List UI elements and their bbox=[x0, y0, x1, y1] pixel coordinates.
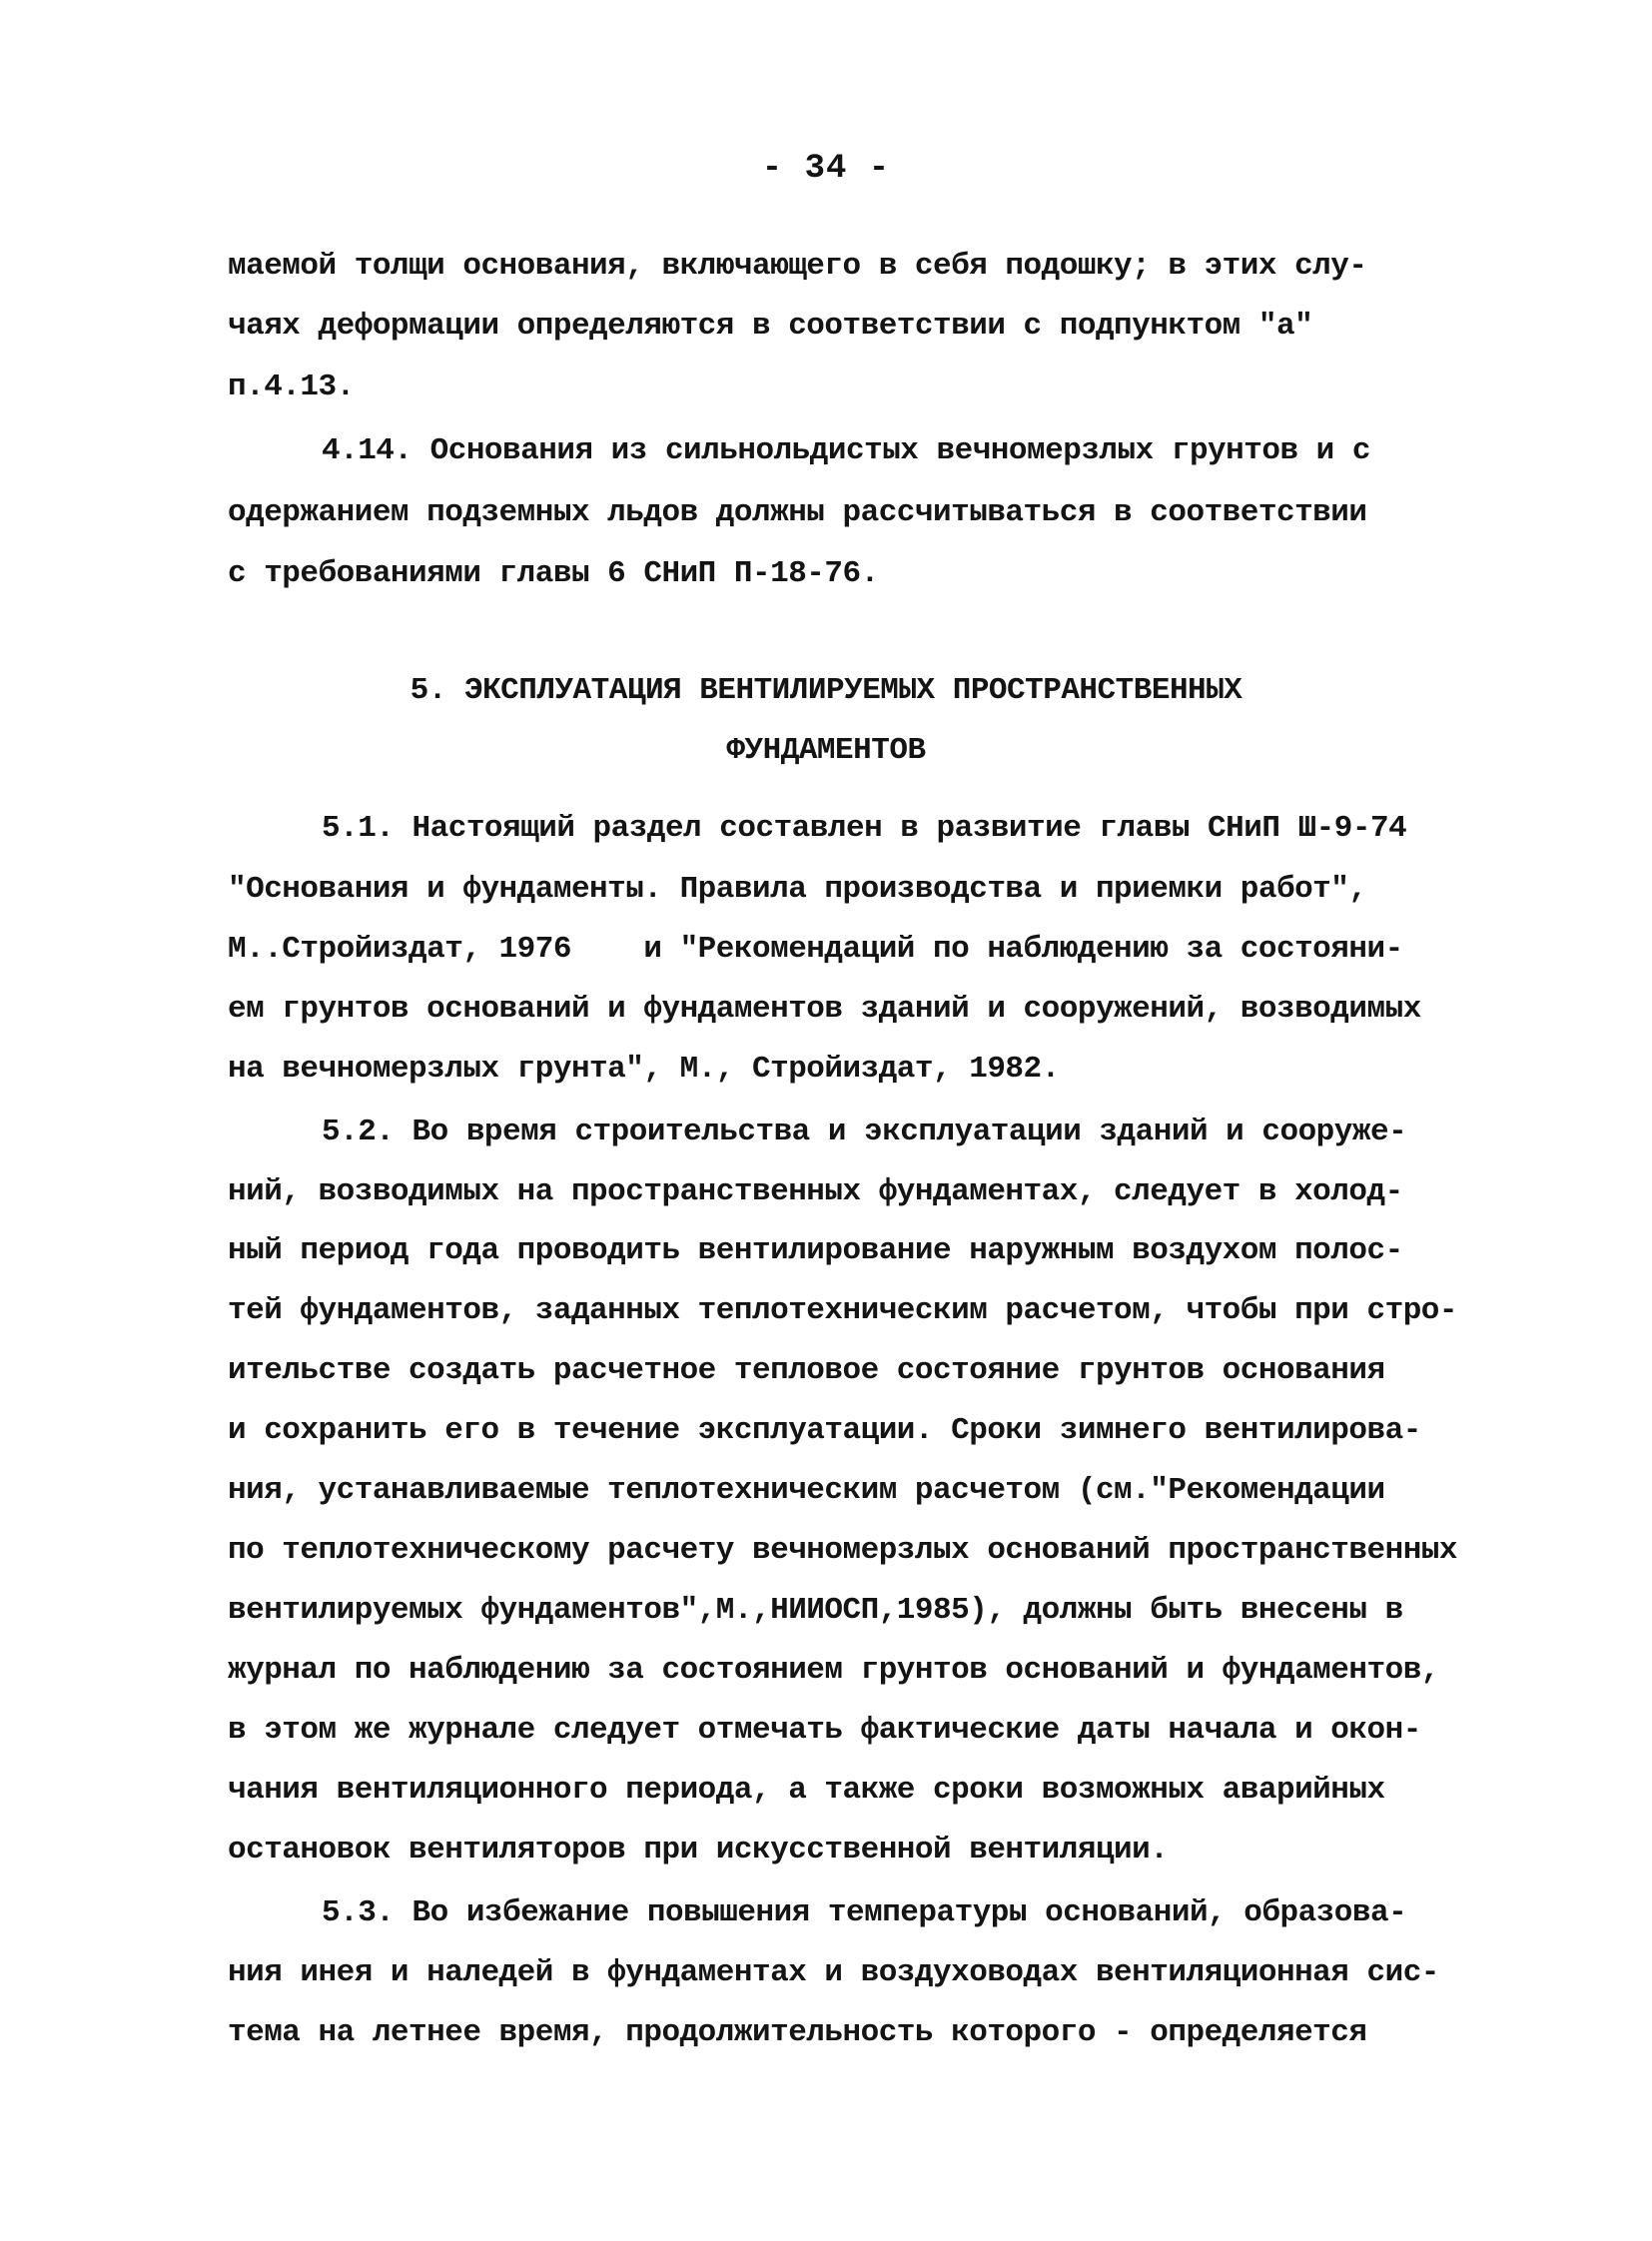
paragraph-5-2-line: остановок вентиляторов при искусственной вентиляции. bbox=[228, 1833, 1169, 1868]
paragraph-5-1-line: на вечномерзлых грунта", М., Стройиздат, 1982. bbox=[228, 1052, 1060, 1087]
paragraph-5-2-line: в этом же журнале следует отмечать фактические даты начала и окон- bbox=[228, 1713, 1421, 1748]
paragraph-4-14-line: с требованиями главы 6 СНиП П-18-76. bbox=[228, 556, 879, 591]
paragraph-5-2-line: по теплотехническому расчету вечномерзлых оснований пространственных bbox=[228, 1533, 1458, 1568]
paragraph-5-3-line: ния инея и наледей в фундаментах и воздуховодах вентиляционная сис- bbox=[228, 1955, 1439, 1990]
paragraph-5-2-line: 5.2. Во время строительства и эксплуатации зданий и сооруже- bbox=[322, 1115, 1407, 1149]
paragraph-5-2-line: журнал по наблюдению за состоянием грунтов оснований и фундаментов, bbox=[228, 1653, 1439, 1688]
text-line: п.4.13. bbox=[228, 370, 355, 404]
page-number: - 34 - bbox=[761, 150, 891, 188]
paragraph-5-3-line: 5.3. Во избежание повышения температуры оснований, образова- bbox=[322, 1895, 1407, 1930]
paragraph-5-2-line: ний, возводимых на пространственных фундаментах, следует в холод- bbox=[228, 1174, 1403, 1209]
section-heading: ФУНДАМЕНТОВ bbox=[726, 733, 926, 768]
paragraph-5-1-line: 5.1. Настоящий раздел составлен в развитие главы СНиП Ш-9-74 bbox=[322, 811, 1407, 846]
paragraph-5-2-line: вентилируемых фундаментов",М.,НИИОСП,1985), должны быть внесены в bbox=[228, 1593, 1403, 1628]
paragraph-5-1-line: "Основания и фундаменты. Правила производства и приемки работ", bbox=[228, 872, 1367, 907]
paragraph-5-2-line: и сохранить его в течение эксплуатации. Сроки зимнего вентилирова- bbox=[228, 1413, 1421, 1448]
paragraph-5-1-line: ем грунтов оснований и фундаментов зданий и сооружений, возводимых bbox=[228, 992, 1421, 1027]
paragraph-5-1-line: М..Стройиздат, 1976 и "Рекомендаций по наблюдению за состояни- bbox=[228, 932, 1403, 967]
section-heading: 5. ЭКСПЛУАТАЦИЯ ВЕНТИЛИРУЕМЫХ ПРОСТРАНСТВЕННЫХ bbox=[410, 673, 1242, 708]
paragraph-5-2-line: чания вентиляционного периода, а также сроки возможных аварийных bbox=[228, 1773, 1385, 1808]
paragraph-4-14-line: одержанием подземных льдов должны рассчитываться в соответствии bbox=[228, 495, 1367, 530]
paragraph-5-2-line: ный период года проводить вентилирование наружным воздухом полос- bbox=[228, 1233, 1403, 1268]
paragraph-5-3-line: тема на летнее время, продолжительность которого - определяется bbox=[228, 2015, 1367, 2050]
text-line: маемой толщи основания, включающего в себя подошку; в этих слу- bbox=[228, 249, 1367, 284]
paragraph-5-2-line: ительстве создать расчетное тепловое состояние грунтов основания bbox=[228, 1353, 1385, 1388]
paragraph-4-14-line: 4.14. Основания из сильнольдистых вечномерзлых грунтов и с bbox=[322, 433, 1370, 468]
text-line: чаях деформации определяются в соответствии с подпунктом "а" bbox=[228, 309, 1313, 344]
paragraph-5-2-line: ния, устанавливаемые теплотехническим расчетом (см."Рекомендации bbox=[228, 1473, 1385, 1508]
paragraph-5-2-line: тей фундаментов, заданных теплотехническим расчетом, чтобы при стро- bbox=[228, 1293, 1458, 1328]
